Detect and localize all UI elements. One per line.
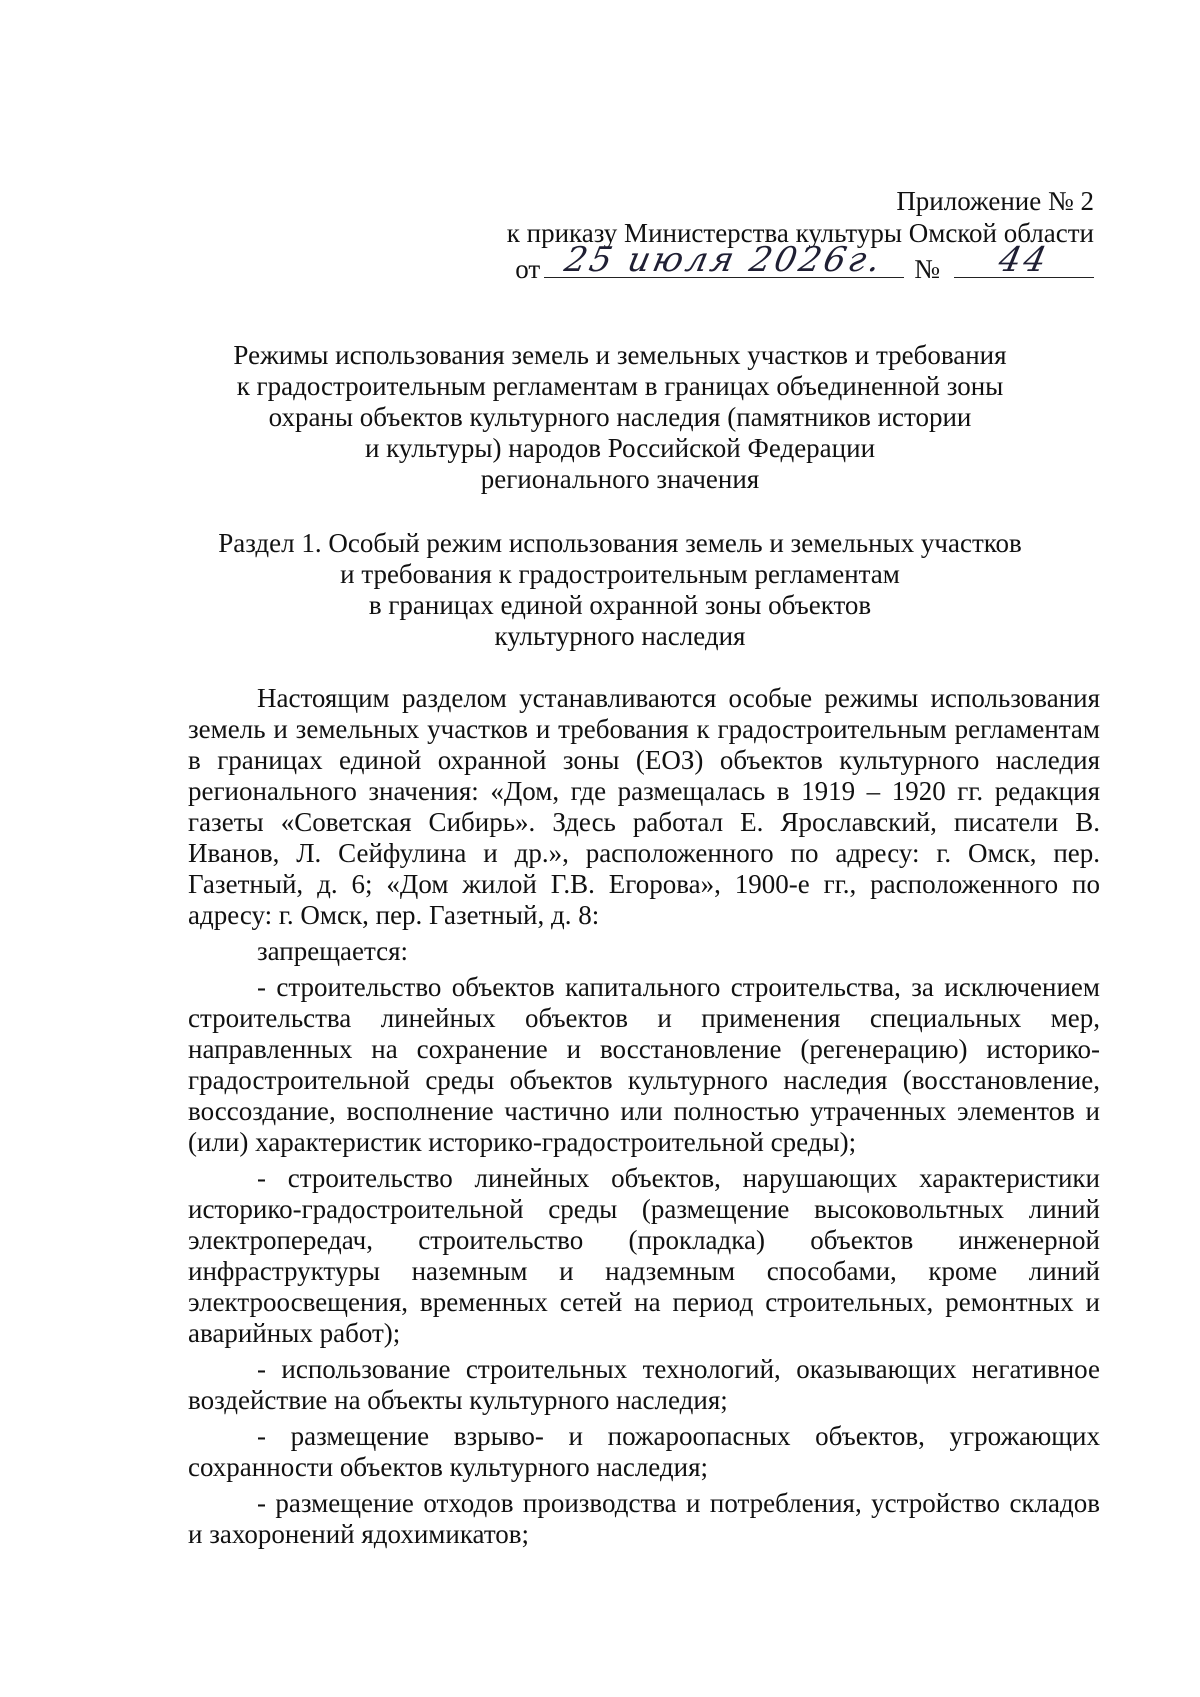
date-field (544, 240, 904, 280)
prohibition-item: - размещение отходов производства и потребления, устройство складов и захоронений ядохимикатов; (188, 1488, 1100, 1549)
title-line: охраны объектов культурного наследия (памятников истории (268, 402, 972, 432)
number-label: № (914, 254, 940, 284)
prohibition-item: - использование строительных технологий, оказывающих негативное воздействие на объекты культурного наследия; (188, 1354, 1100, 1415)
section-line: в границах единой охранной зоны объектов (368, 590, 872, 620)
prohibition-item: - строительство линейных объектов, нарушающих характеристики историко-градостроительной среды (размещение высоковольтных линий электропередач, строительство (прокладка) объектов инженерной инфраструктуры наземным и надземным способами, кроме линий электроосвещения, временных сетей на период строительных, ремонтных и аварийных работ); (188, 1163, 1100, 1348)
appendix-number: Приложение № 2 (896, 186, 1094, 216)
intro-paragraph: Настоящим разделом устанавливаются особые режимы использования земель и земельных участков и требования к градостроительным регламентам в границах единой охранной зоны (ЕОЗ) объектов культурного наследия регионального значения: «Дом, где размещалась в 1919 – 1920 гг. редакция газеты «Советская Сибирь». Здесь работал Е. Ярославский, писатели В. Иванов, Л. Сейфулина и др.», расположенного по адресу: г. Омск, пер. Газетный, д. 6; «Дом жилой Г.В. Егорова», 1900-е гг., расположенного по адресу: г. Омск, пер. Газетный, д. 8: (188, 683, 1100, 930)
order-reference: к приказу Министерства культуры Омской области (506, 218, 1094, 248)
title-line: и культуры) народов Российской Федерации (364, 433, 876, 463)
from-label: от (515, 254, 541, 284)
title-line: регионального значения (480, 464, 760, 494)
handwritten-number: 44 (995, 240, 1053, 280)
order-date-line (394, 240, 1094, 285)
section-line: Раздел 1. Особый режим использования земель и земельных участков (218, 528, 1022, 558)
section-line: и требования к градостроительным регламентам (340, 559, 900, 589)
appendix-header (394, 185, 1094, 285)
number-field (954, 240, 1094, 280)
prohibition-item: - размещение взрыво- и пожароопасных объектов, угрожающих сохранности объектов культурного наследия; (188, 1421, 1100, 1482)
title-line: Режимы использования земель и земельных участков и требования (233, 340, 1007, 370)
handwritten-date: 25 июля 2026г. (561, 240, 888, 280)
body-text (188, 683, 1100, 1555)
prohibited-label: запрещается: (257, 936, 409, 966)
document-title (186, 340, 1054, 495)
section-heading (186, 528, 1054, 652)
section-line: культурного наследия (494, 621, 746, 651)
prohibition-item: - строительство объектов капитального строительства, за исключением строительства линейных объектов и применения специальных мер, направленных на сохранение и восстановление (регенерацию) историко-градостроительной среды объектов культурного наследия (восстановление, воссоздание, восполнение частично или полностью утраченных элементов и (или) характеристик историко-градостроительной среды); (188, 972, 1100, 1157)
title-line: к градостроительным регламентам в границах объединенной зоны (236, 371, 1004, 401)
